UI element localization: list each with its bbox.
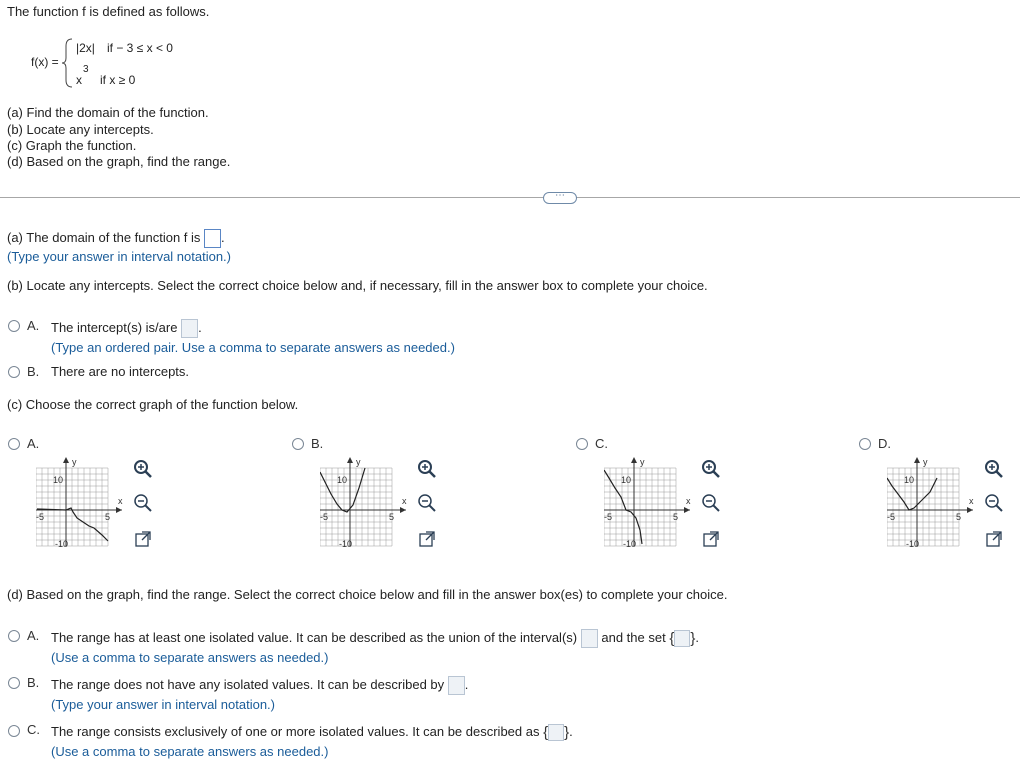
part-d-choice-a-letter: A. (27, 628, 40, 643)
range-interval-answer-box[interactable] (448, 676, 465, 695)
part-b-choice-a (51, 319, 202, 338)
part-a-hint: (Type your answer in interval notation.) (7, 249, 231, 264)
part-d-choice-b-letter: B. (27, 675, 40, 690)
x-min-label: -5 (604, 512, 613, 522)
piece1-expr: |2x| (76, 41, 95, 55)
part-d-choice-c-hint: (Use a comma to separate answers as needed.) (51, 744, 329, 759)
part-d-choice-c: The range consists exclusively of one or more isolated values. It can be described as { }. (51, 724, 573, 742)
part-b-prompt: (b) Locate any intercepts. Select the correct choice below and, if necessary, fill in the answer box to complete your choice. (7, 278, 708, 293)
expand-graph-icon[interactable] (417, 529, 437, 549)
graph-c[interactable] (604, 456, 694, 550)
graph-grid (887, 468, 962, 546)
graph-a[interactable] (36, 456, 126, 550)
range-isolated-answer-box[interactable] (548, 724, 564, 741)
zoom-in-icon[interactable] (417, 459, 437, 479)
part-c-prompt: (c) Choose the correct graph of the function below. (7, 397, 299, 412)
graph-b-radio[interactable] (292, 438, 304, 450)
part-b-choice-b-text: There are no intercepts. (51, 364, 190, 379)
part-d-choice-a-text: The range has at least one isolated value. It can be described as the union of the interval(s) (51, 629, 578, 645)
y-min-label: -10 (55, 539, 69, 549)
graph-curve (37, 508, 111, 541)
y-axis-label: y (640, 457, 645, 467)
x-min-label: -5 (36, 512, 45, 522)
graph-grid (36, 468, 111, 546)
zoom-out-icon[interactable] (417, 493, 437, 513)
graph-c-radio[interactable] (576, 438, 588, 450)
y-max-label: 10 (53, 475, 64, 485)
part-b-choice-a-text: The intercept(s) is/are (51, 319, 178, 335)
part-b-choice-a-hint: (Type an ordered pair. Use a comma to separate answers as needed.) (51, 340, 455, 355)
part-d-choice-a: The range has at least one isolated value. It can be described as the union of the interval(s) and the set { }. (51, 629, 699, 647)
x-axis-label: x (969, 496, 974, 506)
y-min-label: -10 (623, 539, 637, 549)
part-d-choice-b-text: The range does not have any isolated values. It can be described by (51, 676, 445, 692)
graph-b[interactable] (320, 456, 410, 550)
graph-d[interactable] (887, 456, 977, 550)
graph-d-letter: D. (878, 436, 891, 451)
part-b-choice-a-period: . (198, 319, 202, 335)
part-d-prompt: (d) Based on the graph, find the range. Select the correct choice below and fill in the answer box(es) to complete your choice. (7, 587, 728, 602)
set-open-brace-c: { (543, 724, 549, 742)
graph-c-letter: C. (595, 436, 608, 451)
range-set-answer-box[interactable] (674, 630, 690, 647)
x-axis-label: x (118, 496, 123, 506)
part-d-choice-c-text: The range consists exclusively of one or more isolated values. It can be described as (51, 724, 540, 739)
piecewise-brace (62, 38, 74, 88)
x-max-label: 5 (105, 512, 111, 522)
x-max-label: 5 (956, 512, 962, 522)
part-a-question (7, 229, 225, 248)
task-d: (d) Based on the graph, find the range. (7, 154, 231, 169)
x-min-label: -5 (320, 512, 329, 522)
x-axis-label: x (686, 496, 691, 506)
range-union-answer-box[interactable] (581, 629, 598, 648)
graph-b-letter: B. (311, 436, 324, 451)
graph-a-radio[interactable] (8, 438, 20, 450)
part-d-choice-a-hint: (Use a comma to separate answers as needed.) (51, 650, 329, 665)
graph-axes (320, 457, 406, 546)
task-c: (c) Graph the function. (7, 138, 137, 153)
expand-graph-icon[interactable] (701, 529, 721, 549)
graph-grid (604, 468, 679, 546)
zoom-in-icon[interactable] (984, 459, 1004, 479)
task-b: (b) Locate any intercepts. (7, 122, 154, 137)
part-a-prompt: (a) The domain of the function f is (7, 229, 201, 245)
part-d-choice-a-mid: and the set (601, 629, 666, 645)
set-open-brace: { (669, 630, 675, 647)
expand-more-button[interactable]: ⋯ (543, 192, 577, 204)
part-d-choice-b: The range does not have any isolated values. It can be described by . (51, 676, 468, 695)
y-max-label: 10 (904, 475, 915, 485)
graph-axes (887, 457, 973, 546)
y-axis-label: y (356, 457, 361, 467)
part-a-period: . (221, 229, 225, 245)
piece1-cond: if − 3 ≤ x < 0 (107, 41, 173, 55)
graph-d-radio[interactable] (859, 438, 871, 450)
zoom-in-icon[interactable] (701, 459, 721, 479)
part-b-choice-a-radio[interactable] (8, 320, 20, 332)
fx-label: f(x) = (31, 55, 59, 69)
expand-graph-icon[interactable] (133, 529, 153, 549)
piece2-base: x (76, 73, 82, 87)
part-b-choice-b-letter: B. (27, 364, 40, 379)
graph-a-letter: A. (27, 436, 40, 451)
domain-answer-box[interactable] (204, 229, 221, 248)
y-min-label: -10 (906, 539, 920, 549)
part-d-choice-c-letter: C. (27, 722, 40, 737)
zoom-out-icon[interactable] (133, 493, 153, 513)
zoom-out-icon[interactable] (701, 493, 721, 513)
x-min-label: -5 (887, 512, 896, 522)
intercepts-answer-box[interactable] (181, 319, 198, 338)
y-axis-label: y (72, 457, 77, 467)
part-d-choice-c-radio[interactable] (8, 725, 20, 737)
y-min-label: -10 (339, 539, 353, 549)
set-close-brace: } (690, 630, 696, 647)
graph-axes (36, 457, 122, 546)
part-b-choice-a-letter: A. (27, 318, 40, 333)
y-axis-label: y (923, 457, 928, 467)
graph-grid (320, 468, 395, 546)
x-max-label: 5 (389, 512, 395, 522)
part-b-choice-b-radio[interactable] (8, 366, 20, 378)
x-axis-label: x (402, 496, 407, 506)
set-close-brace-c: } (564, 724, 570, 742)
task-a: (a) Find the domain of the function. (7, 105, 209, 120)
part-d-choice-a-radio[interactable] (8, 630, 20, 642)
y-max-label: 10 (621, 475, 632, 485)
piece2-exponent: 3 (83, 64, 89, 75)
part-d-choice-b-radio[interactable] (8, 677, 20, 689)
zoom-in-icon[interactable] (133, 459, 153, 479)
x-max-label: 5 (673, 512, 679, 522)
section-divider (0, 197, 1020, 198)
problem-intro: The function f is defined as follows. (7, 4, 210, 19)
piece2-cond: if x ≥ 0 (100, 73, 136, 87)
zoom-out-icon[interactable] (984, 493, 1004, 513)
graph-axes (604, 457, 690, 546)
expand-graph-icon[interactable] (984, 529, 1004, 549)
y-max-label: 10 (337, 475, 348, 485)
part-d-choice-b-hint: (Type your answer in interval notation.) (51, 697, 275, 712)
